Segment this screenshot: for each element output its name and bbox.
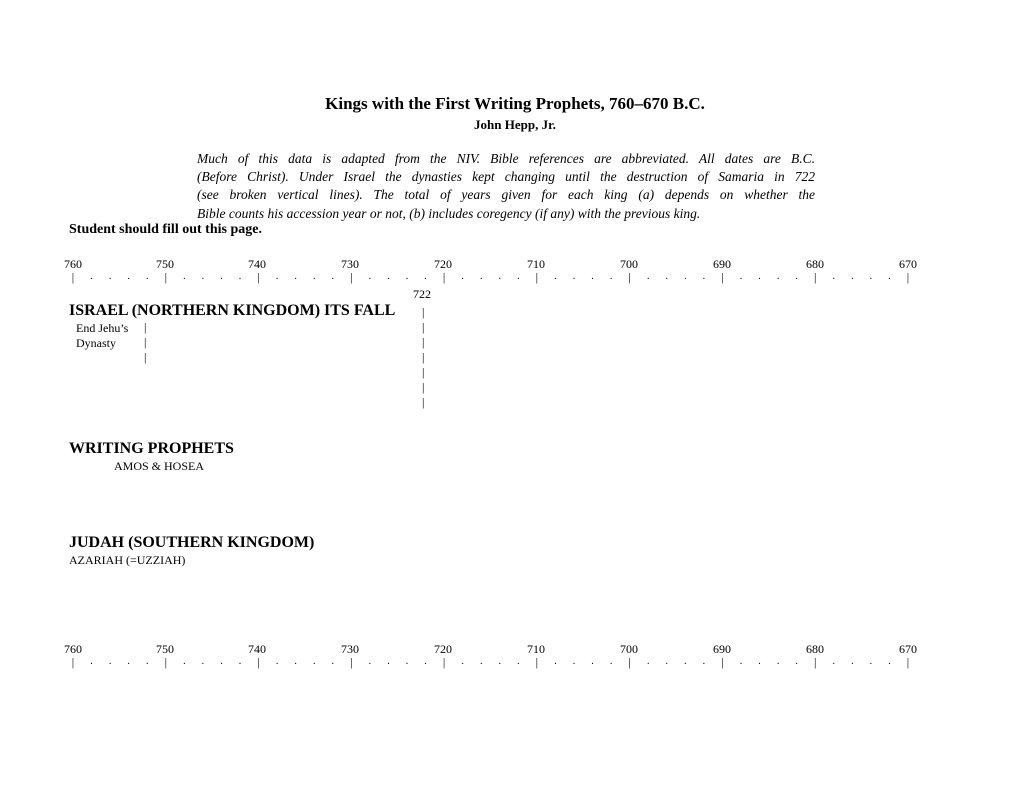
tick-dot: . [572,656,576,667]
line-segment: | [422,395,425,409]
tick-bar: | [164,270,167,284]
tick-dot: . [275,271,279,282]
tick-dot: . [183,271,186,282]
tick-dot: . [795,656,798,667]
tick-dot: . [572,271,576,282]
tick-label: 680 [806,257,824,271]
tick-bar: | [442,270,446,284]
tick-dot: . [758,271,761,282]
tick-bar: | [628,655,631,669]
tick-dot: . [90,271,93,282]
samaria-fall-line [422,305,424,410]
intro-line: (Before Christ). Under Israel the dynasties kept changing until the destruction of Samaria in 722 [197,169,815,185]
tick-dot: . [424,656,427,667]
tick-dot: . [869,656,873,667]
line-segment: | [144,350,147,364]
end-jehu-label: End Jehu’s [76,321,129,335]
tick-label: 740 [248,642,266,656]
tick-dot: . [405,271,409,282]
timeline-bottom [0,642,1024,672]
page-title: Kings with the First Writing Prophets, 760–670 B.C. [325,94,705,113]
tick-bar: | [814,270,817,284]
tick-bar: | [71,270,75,284]
line-segment: | [422,320,425,334]
tick-dot: . [461,271,464,282]
tick-label: 690 [713,642,731,656]
tick-label: 720 [434,642,452,656]
tick-dot: . [183,656,186,667]
tick-label: 710 [527,642,545,656]
tick-label: 670 [899,257,917,271]
tick-bar: | [442,655,446,669]
tick-label: 730 [341,642,359,656]
intro-line: Much of this data is adapted from the NIV. Bible references are abbreviated. All dates are B.C. [197,151,815,166]
tick-dot: . [479,656,483,667]
tick-dot: . [888,271,891,282]
line-segment: | [422,335,425,349]
tick-dot: . [108,271,112,282]
intro-paragraph [197,150,815,223]
tick-dot: . [312,271,316,282]
tick-label: 760 [64,642,82,656]
tick-label: 750 [156,257,174,271]
prophets-names: AMOS & HOSEA [114,459,205,473]
judah-king-label: AZARIAH (=UZZIAH) [69,553,186,567]
jehu-dynasty-line [144,320,146,365]
tick-dot: . [646,656,650,667]
tick-dot: . [220,271,223,282]
tick-bar: | [906,270,910,284]
instruction-text: Student should fill out this page. [69,222,262,237]
tick-dot: . [387,271,390,282]
tick-dot: . [832,271,836,282]
tick-dot: . [312,656,316,667]
tick-dot: . [127,271,130,282]
tick-bar: | [814,655,817,669]
tick-dot: . [479,271,483,282]
tick-label: 760 [64,257,82,271]
line-segment: | [422,305,425,319]
tick-bar: | [257,270,260,284]
tick-dot: . [684,656,687,667]
prophets-section-title: WRITING PROPHETS [69,440,234,457]
tick-dot: . [498,271,502,282]
tick-dot: . [554,656,557,667]
timeline-top [0,257,1024,287]
tick-dot: . [387,656,390,667]
tick-dot: . [739,656,743,667]
tick-row [0,270,1024,284]
author: John Hepp, Jr. [474,117,556,132]
tick-bar: | [721,270,724,284]
tick-label: 730 [341,257,359,271]
tick-dot: . [294,656,297,667]
tick-dot: . [609,656,613,667]
tick-dot: . [108,656,112,667]
tick-dot: . [201,271,205,282]
tick-dot: . [851,656,854,667]
tick-label: 670 [899,642,917,656]
tick-dot: . [368,656,372,667]
tick-dot: . [832,656,836,667]
tick-dot: . [220,656,223,667]
tick-dot: . [646,271,650,282]
israel-section-title: ISRAEL (NORTHERN KINGDOM) ITS FALL [69,302,396,319]
tick-dot: . [145,656,149,667]
tick-dot: . [665,271,669,282]
tick-dot: . [294,271,297,282]
tick-label: 700 [620,642,638,656]
fall-year-label: 722 [413,287,431,301]
tick-bar: | [350,270,353,284]
tick-dot: . [665,656,669,667]
tick-bar: | [164,655,167,669]
tick-dot: . [238,656,242,667]
tick-dot: . [331,656,335,667]
tick-label: 680 [806,642,824,656]
tick-dot: . [498,656,502,667]
tick-dot: . [888,656,891,667]
line-segment: | [422,365,425,379]
tick-bar: | [350,655,353,669]
tick-dot: . [702,271,706,282]
tick-dot: . [90,656,93,667]
tick-dot: . [238,271,242,282]
tick-label: 750 [156,642,174,656]
tick-dot: . [609,271,613,282]
tick-dot: . [275,656,279,667]
tick-label: 690 [713,257,731,271]
tick-dot: . [702,656,706,667]
tick-dot: . [758,656,761,667]
tick-dot: . [851,271,854,282]
intro-line: (see broken vertical lines). The total of years given for each king (a) depends on whether the [197,187,815,203]
judah-section-title: JUDAH (SOUTHERN KINGDOM) [69,534,315,551]
tick-dot: . [368,271,372,282]
line-segment: | [144,335,147,349]
tick-dot: . [424,271,427,282]
tick-dot: . [739,271,743,282]
tick-dot: . [776,656,780,667]
tick-dot: . [127,656,130,667]
line-segment: | [422,380,425,394]
tick-bar: | [535,655,539,669]
dynasty-label: Dynasty [76,336,116,350]
tick-dot: . [869,271,873,282]
tick-dot: . [461,656,464,667]
tick-dot: . [405,656,409,667]
tick-bar: | [721,655,724,669]
tick-dot: . [684,271,687,282]
tick-dot: . [331,271,335,282]
tick-dot: . [795,271,798,282]
tick-dot: . [554,271,557,282]
intro-line: Bible counts his accession year or not, (b) includes coregency (if any) with the previous king. [197,205,701,221]
tick-bar: | [71,655,75,669]
tick-dot: . [145,271,149,282]
tick-bar: | [628,270,631,284]
tick-label: 710 [527,257,545,271]
tick-row [0,655,1024,669]
line-segment: | [144,320,147,334]
tick-bar: | [535,270,539,284]
tick-label: 720 [434,257,452,271]
tick-dot: . [201,656,205,667]
tick-bar: | [906,655,910,669]
line-segment: | [422,350,425,364]
tick-dot: . [517,271,520,282]
tick-dot: . [591,271,594,282]
tick-label: 700 [620,257,638,271]
tick-dot: . [776,271,780,282]
tick-bar: | [257,655,260,669]
tick-label: 740 [248,257,266,271]
tick-dot: . [517,656,520,667]
tick-dot: . [591,656,594,667]
